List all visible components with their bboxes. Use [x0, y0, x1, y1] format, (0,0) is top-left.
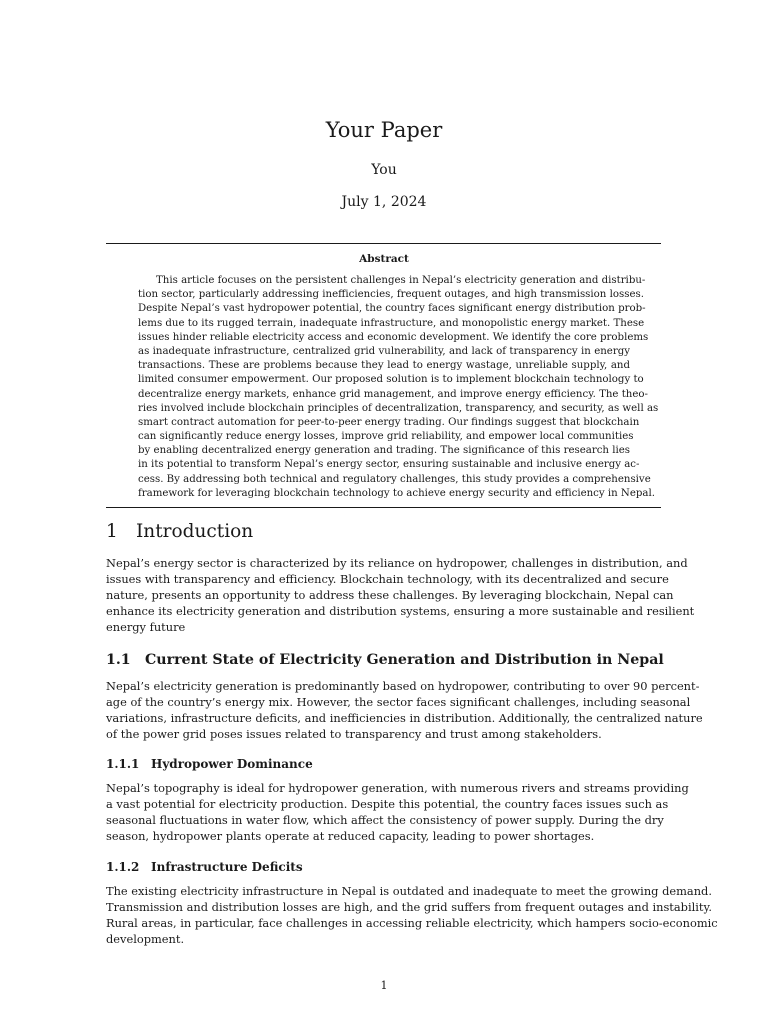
abstract-line: ries involved include blockchain principles of decentralization, transparency, and security, as well as — [138, 402, 659, 414]
paragraph-line: The existing electricity infrastructure in Nepal is outdated and inadequate to meet the growing demand. — [106, 884, 712, 898]
paragraph-line: age of the country’s energy mix. However, the sector faces significant challenges, including seasonal — [106, 694, 691, 709]
abstract-line: This article focuses on the persistent challenges in Nepal’s electricity generation and distribu- — [156, 275, 646, 286]
abstract-heading: Abstract — [359, 253, 409, 265]
abstract-line: tion sector, particularly addressing inefficiencies, frequent outages, and high transmission losses. — [138, 289, 644, 301]
subsubsection-title: Hydropower Dominance — [151, 757, 313, 771]
hydropower-paragraph — [106, 781, 689, 845]
paragraph-line: Nepal’s energy sector is characterized by its reliance on hydropower, challenges in distribution, and — [106, 556, 688, 570]
abstract-body — [138, 274, 659, 501]
subsubsection-heading-hydropower — [106, 757, 313, 771]
paper-title: Your Paper — [325, 118, 443, 142]
paragraph-line: variations, infrastructure deficits, and inefficiencies in distribution. Additionally, the centralized nature — [106, 710, 703, 725]
abstract-line: decentralize energy markets, enhance grid management, and improve energy efficiency. The theo- — [138, 388, 648, 400]
abstract-line: as inadequate infrastructure, centralized grid vulnerability, and lack of transparency in energy — [138, 345, 630, 357]
section-number: 1 — [106, 521, 118, 542]
introduction-paragraph — [106, 556, 695, 635]
paragraph-line: Nepal’s electricity generation is predominantly based on hydropower, contributing to over 90 percent- — [106, 679, 700, 693]
paragraph-line: energy future — [106, 619, 186, 634]
paper-author: You — [371, 162, 397, 178]
paragraph-line: of the power grid poses issues related to transparency and trust among stakeholders. — [106, 726, 602, 741]
subsubsection-number: 1.1.1 — [106, 757, 140, 771]
paragraph-line: issues with transparency and efficiency. Blockchain technology, with its decentralized and secure — [106, 571, 669, 586]
abstract-line: in its potential to transform Nepal’s energy sector, ensuring sustainable and inclusive energy ac- — [138, 459, 640, 471]
subsubsection-heading-infrastructure — [106, 860, 303, 874]
abstract-line: Despite Nepal’s vast hydropower potential, the country faces significant energy distribution prob- — [138, 303, 646, 315]
subsubsection-title: Infrastructure Deficits — [151, 860, 303, 874]
paragraph-line: development. — [106, 931, 185, 946]
abstract-top-rule — [106, 243, 661, 244]
abstract-line: can significantly reduce energy losses, improve grid reliability, and empower local communities — [138, 431, 634, 443]
paragraph-line: seasonal fluctuations in water flow, which affect the consistency of power supply. During the dry — [106, 812, 664, 827]
abstract-line: issues hinder reliable electricity access and economic development. We identify the core problems — [138, 331, 649, 343]
abstract-line: by enabling decentralized energy generation and trading. The significance of this research lies — [138, 445, 630, 457]
abstract-line: smart contract automation for peer-to-peer energy trading. Our findings suggest that blockchain — [138, 416, 640, 428]
abstract-line: transactions. These are problems because they lead to energy wastage, unreliable supply, and — [138, 360, 630, 372]
page-number: 1 — [380, 979, 388, 992]
paragraph-line: nature, presents an opportunity to address these challenges. By leveraging blockchain, Nepal can — [106, 587, 674, 602]
abstract-line: framework for leveraging blockchain technology to achieve energy security and efficiency in Nepal. — [138, 487, 655, 499]
infrastructure-paragraph — [106, 884, 718, 948]
paragraph-line: enhance its electricity generation and distribution systems, ensuring a more sustainable and resilient — [106, 603, 695, 618]
subsubsection-number: 1.1.2 — [106, 860, 140, 874]
section-heading-introduction — [106, 521, 253, 542]
paragraph-line: Rural areas, in particular, face challenges in accessing reliable electricity, which hampers socio-economic — [106, 915, 718, 930]
abstract-bottom-rule — [106, 507, 661, 508]
abstract-line: limited consumer empowerment. Our proposed solution is to implement blockchain technology to — [138, 374, 644, 386]
abstract-line: lems due to its rugged terrain, inadequate infrastructure, and monopolistic energy market. These — [138, 317, 645, 329]
paragraph-line: Transmission and distribution losses are high, and the grid suffers from frequent outages and instability. — [106, 899, 713, 914]
paragraph-line: season, hydropower plants operate at reduced capacity, leading to power shortages. — [106, 828, 595, 843]
paper-date: July 1, 2024 — [341, 194, 427, 210]
subsection-number: 1.1 — [106, 652, 131, 668]
current-state-paragraph — [106, 679, 703, 743]
subsection-title: Current State of Electricity Generation and Distribution in Nepal — [145, 652, 664, 668]
paragraph-line: Nepal’s topography is ideal for hydropower generation, with numerous rivers and streams providing — [106, 781, 689, 795]
section-title: Introduction — [136, 521, 254, 542]
abstract-line: cess. By addressing both technical and regulatory challenges, this study provides a comprehensive — [138, 473, 651, 485]
subsection-heading-current-state — [106, 652, 664, 668]
paragraph-line: a vast potential for electricity production. Despite this potential, the country faces issues such as — [106, 796, 669, 811]
